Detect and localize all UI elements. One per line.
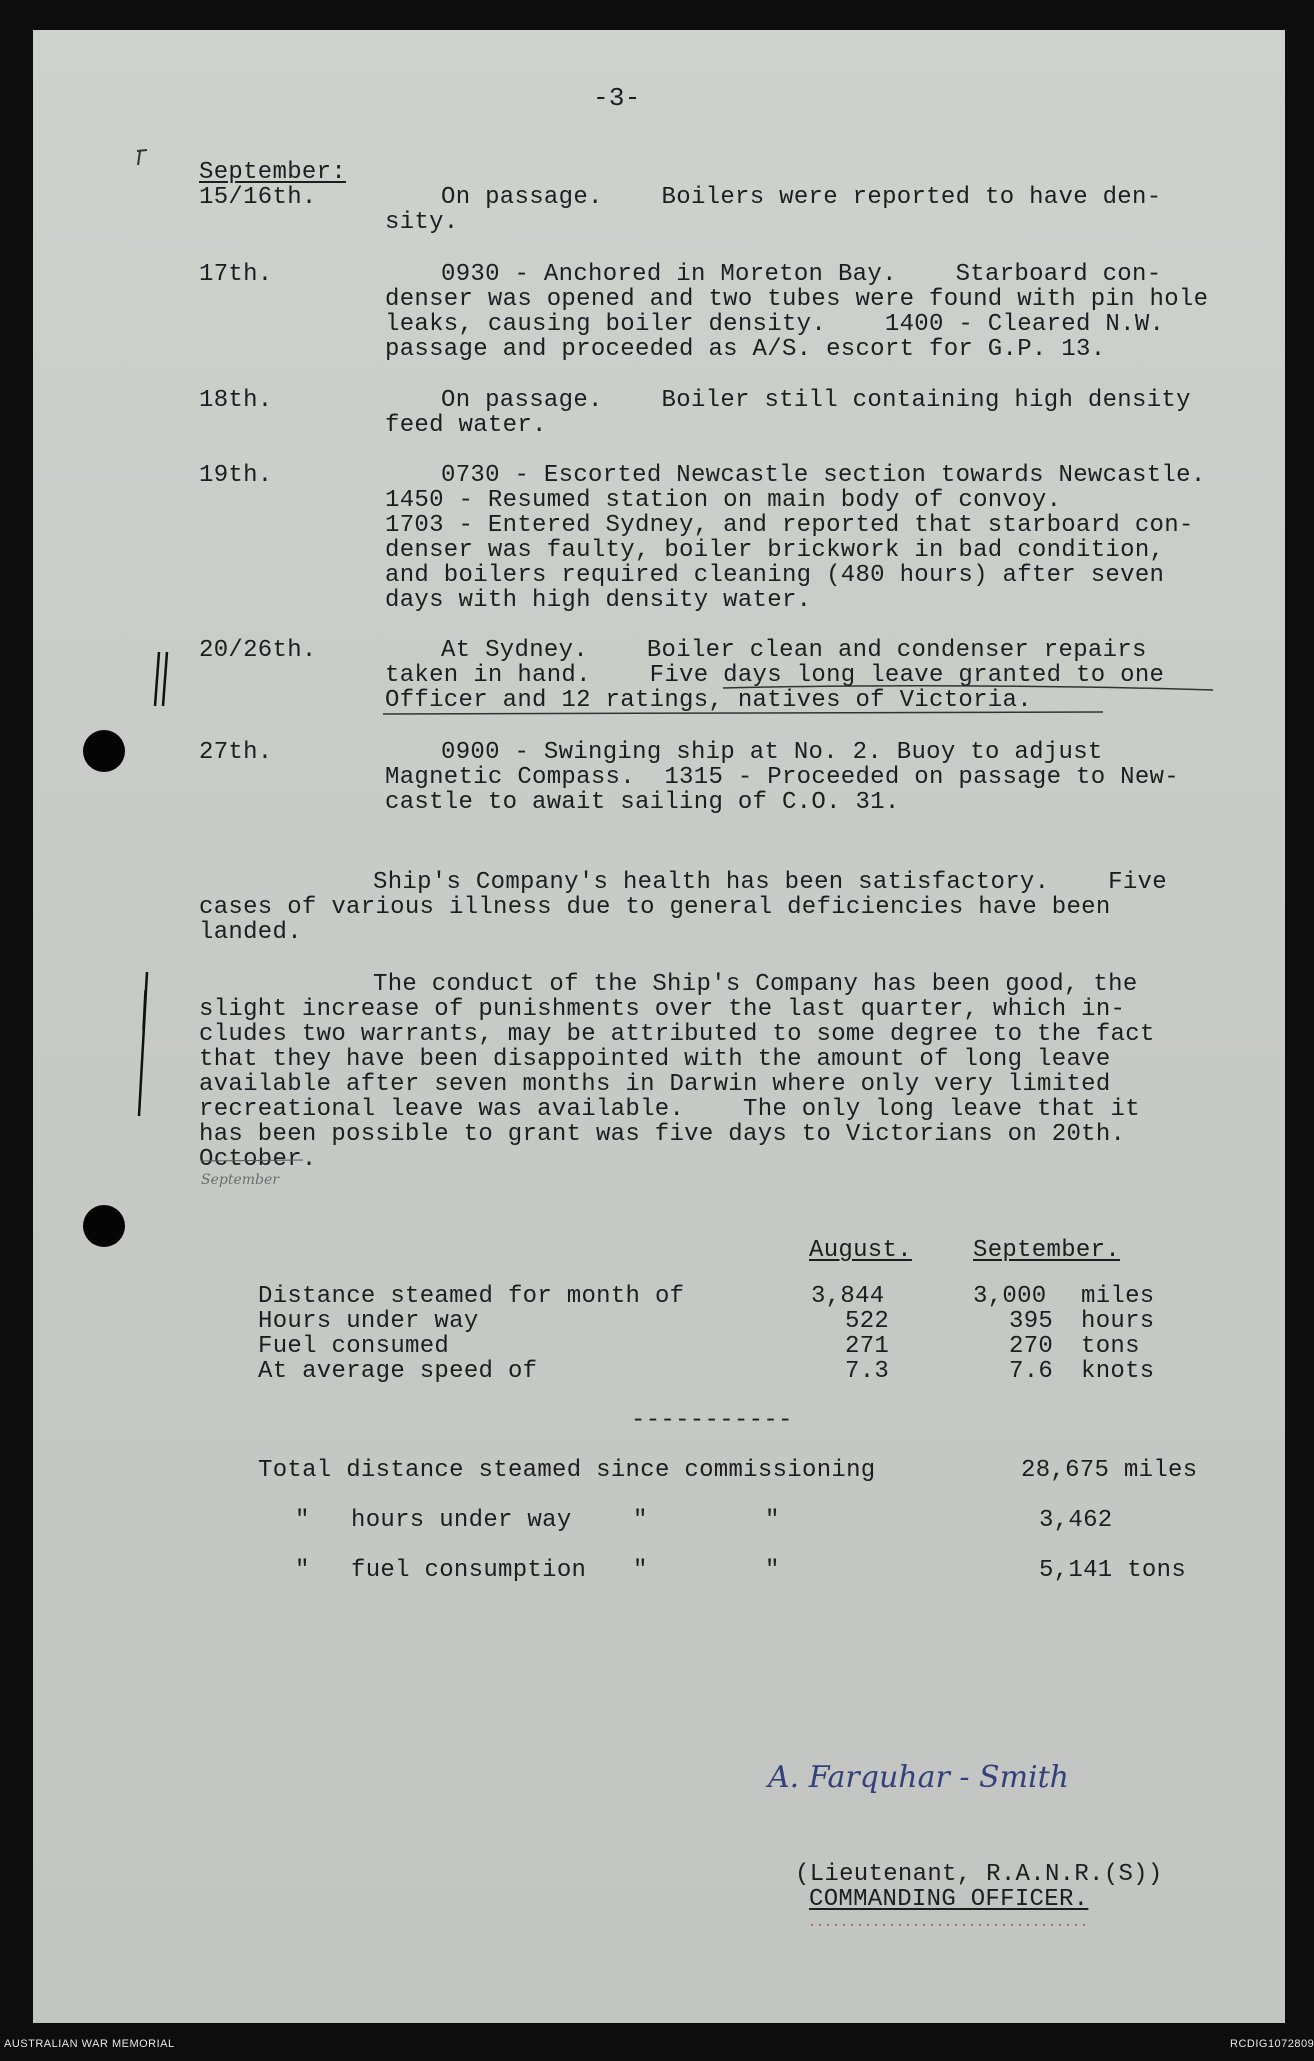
totals-label: fuel consumption (351, 1557, 587, 1584)
log-line: leaks, causing boiler density. 1400 - Cleared N.W. (385, 311, 1165, 338)
log-line: passage and proceeded as A/S. escort for G.P. 13. (385, 336, 1106, 363)
page-number: -3- (593, 83, 641, 113)
log-line: days with high density water. (385, 587, 812, 614)
signatory-rank: (Lieutenant, R.A.N.R.(S)) (795, 1861, 1163, 1888)
stats-august: 3,844 (811, 1283, 885, 1310)
margin-mark (151, 650, 171, 710)
log-line: Magnetic Compass. 1315 - Proceeded on passage to New- (385, 764, 1179, 791)
log-date: 19th. (199, 462, 273, 489)
log-line: and boilers required cleaning (480 hours) after seven (385, 562, 1165, 589)
pencil-tick-mark (133, 148, 153, 168)
log-line: 1450 - Resumed station on main body of convoy. (385, 487, 1062, 514)
log-date: 18th. (199, 387, 273, 414)
paragraph-line: available after seven months in Darwin where only very limited (199, 1071, 1111, 1098)
log-date: 15/16th. (199, 184, 317, 211)
log-line: On passage. Boiler still containing high density (441, 387, 1191, 414)
log-line: feed water. (385, 412, 547, 439)
stats-august: 271 (845, 1333, 890, 1360)
hand-underline (383, 682, 1213, 722)
pencil-correction: September (201, 1172, 279, 1188)
signatory-title: COMMANDING OFFICER. (809, 1886, 1089, 1913)
paragraph-line: Ship's Company's health has been satisfactory. Five (373, 869, 1167, 896)
stats-september: 270 (1009, 1333, 1054, 1360)
stats-label: At average speed of (258, 1358, 538, 1385)
stats-august: 7.3 (845, 1358, 890, 1385)
stats-label: Fuel consumed (258, 1333, 450, 1360)
log-line: 0930 - Anchored in Moreton Bay. Starboard con- (441, 261, 1162, 288)
table-divider: ----------- (631, 1407, 793, 1434)
margin-mark (133, 970, 153, 1120)
dotted-underline (811, 1923, 1091, 1927)
ditto-mark: " (295, 1557, 310, 1584)
footer-record-id: RCDIG1072809 (1230, 2038, 1314, 2050)
log-line: At Sydney. Boiler clean and condenser repairs (441, 637, 1147, 664)
log-line: taken in hand. Five days long leave granted to one (385, 662, 1165, 689)
totals-value: 5,141 tons (1039, 1557, 1187, 1584)
footer-archive-name: AUSTRALIAN WAR MEMORIAL (4, 2038, 175, 2050)
handwritten-signature: A. Farquhar - Smith (768, 1760, 1069, 1795)
log-line: On passage. Boilers were reported to have den- (441, 184, 1162, 211)
ditto-mark: " (765, 1507, 780, 1534)
log-line: sity. (385, 209, 459, 236)
log-date: 20/26th. (199, 637, 317, 664)
paragraph-line: recreational leave was available. The only long leave that it (199, 1096, 1140, 1123)
log-line: 0900 - Swinging ship at No. 2. Buoy to adjust (441, 739, 1103, 766)
stats-label: Distance steamed for month of (258, 1283, 685, 1310)
paragraph-line: landed. (199, 919, 302, 946)
paragraph-line: slight increase of punishments over the last quarter, which in- (199, 996, 1126, 1023)
stats-september: 395 (1009, 1308, 1054, 1335)
stats-august: 522 (845, 1308, 890, 1335)
stats-unit: miles (1081, 1283, 1155, 1310)
ditto-mark: " (765, 1557, 780, 1584)
log-line: denser was opened and two tubes were found with pin hole (385, 286, 1209, 313)
totals-label: Total distance steamed since commissioning (258, 1457, 876, 1484)
log-line: castle to await sailing of C.O. 31. (385, 789, 900, 816)
totals-label: hours under way (351, 1507, 572, 1534)
log-date: 17th. (199, 261, 273, 288)
log-line: denser was faulty, boiler brickwork in bad condition, (385, 537, 1165, 564)
ditto-mark: " (633, 1557, 648, 1584)
document-page (33, 30, 1285, 2023)
stats-unit: knots (1081, 1358, 1155, 1385)
month-heading: September: (199, 159, 347, 186)
paragraph-line: that they have been disappointed with the amount of long leave (199, 1046, 1111, 1073)
column-header-september: September. (973, 1237, 1121, 1264)
totals-value: 3,462 (1039, 1507, 1113, 1534)
strikethrough-mark (199, 1158, 309, 1164)
paragraph-line: has been possible to grant was five days to Victorians on 20th. (199, 1121, 1126, 1148)
log-line: 1703 - Entered Sydney, and reported that starboard con- (385, 512, 1194, 539)
paragraph-line: cases of various illness due to general deficiencies have been (199, 894, 1111, 921)
stats-unit: tons (1081, 1333, 1140, 1360)
paragraph-line: October. (199, 1146, 317, 1173)
paragraph-line: cludes two warrants, may be attributed to some degree to the fact (199, 1021, 1155, 1048)
stats-unit: hours (1081, 1308, 1155, 1335)
totals-value: 28,675 miles (1021, 1457, 1198, 1484)
stats-september: 3,000 (973, 1283, 1047, 1310)
log-date: 27th. (199, 739, 273, 766)
stats-september: 7.6 (1009, 1358, 1054, 1385)
log-line: Officer and 12 ratings, natives of Victoria. (385, 687, 1032, 714)
stats-label: Hours under way (258, 1308, 479, 1335)
ditto-mark: " (633, 1507, 648, 1534)
log-line: 0730 - Escorted Newcastle section towards Newcastle. (441, 462, 1206, 489)
punch-hole (83, 1205, 125, 1247)
column-header-august: August. (809, 1237, 912, 1264)
punch-hole (83, 730, 125, 772)
ditto-mark: " (295, 1507, 310, 1534)
paragraph-line: The conduct of the Ship's Company has been good, the (373, 971, 1138, 998)
